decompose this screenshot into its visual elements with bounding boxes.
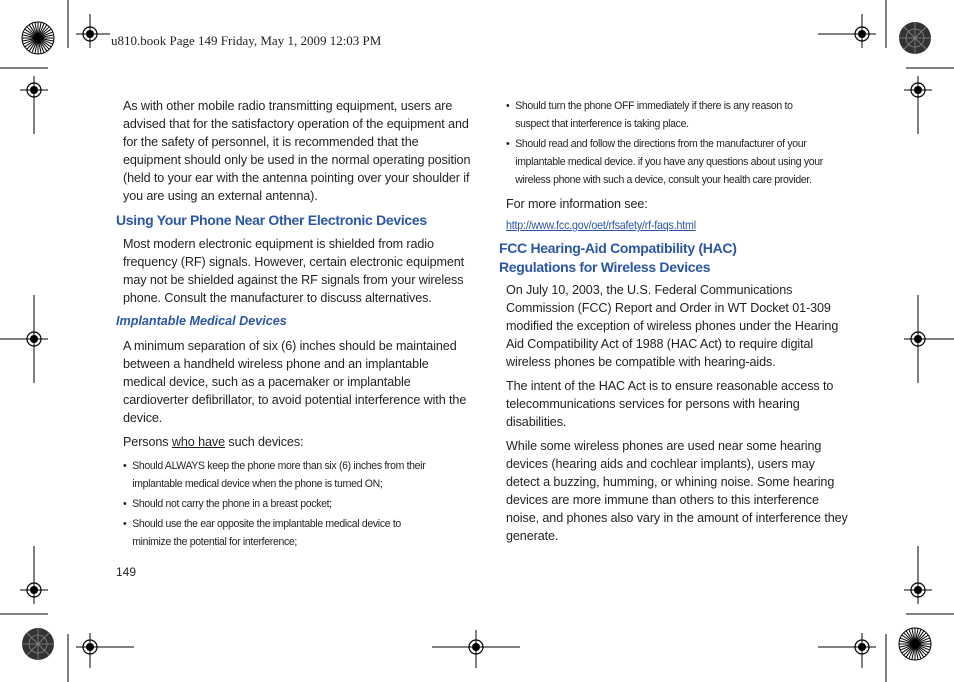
implant-paragraph: A minimum separation of six (6) inches should be maintained between a handheld wireless phone and an implantable medical device, such as a pacemaker or implantable cardioverter defibrillator, to avoid potential interference with the device. (123, 339, 467, 425)
list-item: • Should use the ear opposite the implantable medical device to minimize the potential for interference; (123, 515, 427, 551)
print-header: u810.book Page 149 Friday, May 1, 2009 12:03 PM (111, 33, 382, 48)
section-heading-hac-line1: FCC Hearing-Aid Compatibility (HAC) (499, 240, 737, 256)
list-item: • Should turn the phone OFF immediately if there is any reason to suspect that interference is taking place. (506, 97, 828, 133)
list-item: • Should ALWAYS keep the phone more than six (6) inches from their implantable medical device when the phone is turned ON; (123, 457, 473, 493)
hac-paragraph-3: While some wireless phones are used near some hearing devices (hearing aids and cochlear implants), users may detect a buzzing, humming, or whining noise. Some hearing devices are more immune than others to this interference noise, and phones also vary in the amount of interference they generate. (506, 439, 848, 543)
list-item: • Should not carry the phone in a breast pocket; (123, 495, 473, 513)
section-heading-electronic-devices: Using Your Phone Near Other Electronic Devices (116, 212, 427, 228)
page-number: 149 (116, 565, 137, 579)
left-bullet-list (123, 457, 472, 551)
right-bullet-list (506, 97, 851, 189)
persons-paragraph (123, 433, 472, 451)
fcc-faq-link[interactable]: http://www.fcc.gov/oet/rfsafety/rf-faqs.html (506, 219, 696, 232)
persons-prefix: Persons (123, 435, 172, 449)
persons-underlined: who have (171, 435, 226, 449)
subheading-implantable-devices: Implantable Medical Devices (116, 314, 287, 328)
more-info-text: For more information see: (506, 197, 648, 211)
hac-paragraph-1: On July 10, 2003, the U.S. Federal Communications Commission (FCC) Report and Order in WT Docket 01-309 modified the exception of wireless phones under the Hearing Aid Compatibility Act of 1988 (HAC Act) to require digital wireless phones be compatible with hearing-aids. (506, 283, 839, 369)
right-column (499, 97, 851, 551)
section-heading-hac (499, 239, 851, 277)
section-heading-hac-line2: Regulations for Wireless Devices (499, 259, 711, 275)
persons-suffix: such devices: (225, 435, 304, 449)
intro-paragraph: As with other mobile radio transmitting equipment, users are advised that for the satisfactory operation of the equipment and for the safety of personnel, it is recommended that the equipment should only be used in the normal operating position (held to your ear with the antenna pointing over your shoulder if you are using an external antenna). (123, 99, 471, 203)
hac-paragraph-2: The intent of the HAC Act is to ensure reasonable access to telecommunications services for persons with hearing disabilities. (506, 379, 834, 429)
left-column (116, 97, 472, 553)
electronic-devices-paragraph: Most modern electronic equipment is shielded from radio frequency (RF) signals. However, certain electronic equipment may not be shielded against the RF signals from your wireless phone. Consult the manufacturer to discuss alternatives. (123, 237, 465, 305)
list-item: • Should read and follow the directions from the manufacturer of your implantable medical device. if you have any questions about using your wireless phone with such a device, consult your health care provider. (506, 135, 846, 189)
